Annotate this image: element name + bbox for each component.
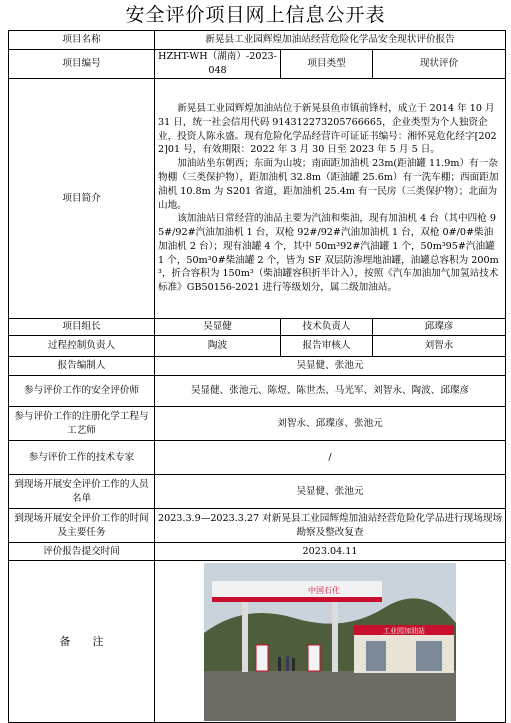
row-submit-date <box>9 543 506 561</box>
fuel-dispenser-2 <box>308 645 320 671</box>
page-title: 安全评价项目网上信息公开表 <box>125 4 386 26</box>
canopy-brand-text: 中国石化 <box>308 585 341 595</box>
row-tech-experts <box>9 441 506 475</box>
canopy-pillar-left <box>242 602 248 672</box>
row-site-time <box>9 509 506 543</box>
value-safety-evaluators: 吴显健、张池元、陈煜、陈世杰、马光军、刘智永、陶波、邱璨彦 <box>155 376 506 407</box>
label-project-code: 项目编号 <box>9 50 155 79</box>
row-remarks <box>9 561 506 723</box>
value-site-time: 2023.3.9—2023.3.27 对新晃县工业园辉煌加油站经营危险化学品进行现场现场勘察及整改复查 <box>155 509 506 543</box>
row-leaders <box>9 319 506 336</box>
row-project-name <box>9 31 506 50</box>
row-process <box>9 336 506 357</box>
label-project-type: 项目类型 <box>281 50 373 79</box>
fuel-dispenser-1 <box>256 645 268 671</box>
value-tech-experts: / <box>155 441 506 475</box>
label-registered-engineers: 参与评价工作的注册化学工程与工艺师 <box>9 407 155 441</box>
person-3 <box>292 658 295 671</box>
value-summary <box>155 79 506 319</box>
person-1 <box>278 657 281 671</box>
summary-paragraph-1: 新晃县工业园辉煌加油站位于新晃县鱼市镇前锋村，成立于 2014 年 10 月 31 日，统一社会信用代码 914312273205766665，企业类型为个人独资企业，投资人陈永盛。现有危险化学品经营许可证证书编号：湘怀晃危化经字[2022]01 号，有效期限：2022 年 3 月 30 日至 2023 年 5 月 5 日。 <box>158 102 497 156</box>
station-door <box>416 641 442 671</box>
value-project-name: 新晃县工业园辉煌加油站经营危险化学品安全现状评价报告 <box>155 31 506 50</box>
value-submit-date: 2023.04.11 <box>155 543 506 561</box>
label-safety-evaluators: 参与评价工作的安全评价师 <box>9 376 155 407</box>
label-submit-date: 评价报告提交时间 <box>9 543 155 561</box>
value-site-personnel: 吴显健、张池元 <box>155 475 506 509</box>
canopy-pillar-right <box>332 602 338 672</box>
row-authors <box>9 357 506 376</box>
row-summary <box>9 79 506 319</box>
label-report-reviewer: 报告审核人 <box>281 336 373 357</box>
label-project-name: 项目名称 <box>9 31 155 50</box>
station-window <box>366 641 386 671</box>
gas-station-photo <box>204 563 456 721</box>
label-process-control: 过程控制负责人 <box>9 336 155 357</box>
row-site-personnel <box>9 475 506 509</box>
canopy-stripe <box>212 597 382 602</box>
value-registered-engineers: 刘智永、邱璨彦、张池元 <box>155 407 506 441</box>
summary-paragraph-2: 加油站坐东朝西；东面为山坡；南面距加油机 23m(距油罐 11.9m）有一杂物棚（三类保护物），距加油机 32.8m（距油罐 25.6m）有一洗车棚；西面距加油机 10.8m 为 S201 省道，距加油机 25.4m 有一民房（三类保护物）；北面为山地。 <box>158 158 499 211</box>
value-team-leader: 吴显健 <box>155 319 281 336</box>
label-authors: 报告编制人 <box>9 357 155 376</box>
label-summary: 项目简介 <box>9 79 155 319</box>
label-site-time: 到现场开展安全评价工作的时间及主要任务 <box>9 509 155 543</box>
info-table <box>8 30 506 723</box>
row-registered-engineers <box>9 407 506 441</box>
gas-station-illustration <box>204 563 456 721</box>
label-tech-lead: 技术负责人 <box>281 319 373 336</box>
person-2 <box>286 656 289 671</box>
row-safety-evaluators <box>9 376 506 407</box>
value-authors: 吴显健、张池元 <box>155 357 506 376</box>
row-project-code <box>9 50 506 79</box>
value-project-type: 现状评价 <box>373 50 506 79</box>
label-team-leader: 项目组长 <box>9 319 155 336</box>
label-remarks: 备 注 <box>9 561 155 723</box>
summary-paragraph-3: 该加油站日常经营的油品主要为汽油和柴油，现有加油机 4 台（其中四枪 95#/92#汽油加油机 1 台，双枪 92#/92#汽油加油机 1 台，双枪 0#/0#柴油加油机 2 台）；现有油罐 4 个，其中 50m³92#汽油罐 1 个，50m³95#汽油罐 1 个，50m³0#柴油罐 2 个，皆为 SF 双层防渗埋地油罐，油罐总容积为 200m³，折合容积为 150m³（柴油罐容积折半计入），按照《汽车加油加气加氢站技术标准》GB50156-2021 进行等级划分，属二级加油站。 <box>158 213 499 294</box>
photo-ground <box>204 671 456 721</box>
remarks-photo-cell <box>155 561 506 723</box>
station-sign-text: 工业园加油站 <box>383 626 426 635</box>
value-tech-lead: 邱璨彦 <box>373 319 506 336</box>
label-site-personnel: 到现场开展安全评价工作的人员名单 <box>9 475 155 509</box>
label-tech-experts: 参与评价工作的技术专家 <box>9 441 155 475</box>
canopy-roof <box>212 581 382 597</box>
value-report-reviewer: 刘智永 <box>373 336 506 357</box>
value-process-control: 陶波 <box>155 336 281 357</box>
value-project-code: HZHT-WH（湖南）-2023-048 <box>155 50 281 79</box>
